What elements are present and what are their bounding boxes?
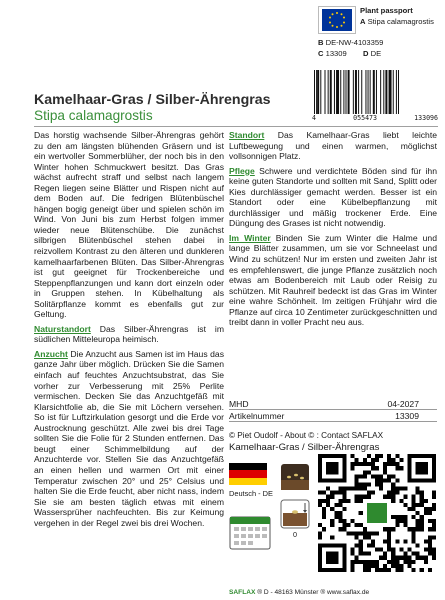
passport-a: A Stipa calamagrostis <box>360 16 434 26</box>
footer-brand: SAFLAX <box>229 589 256 596</box>
passport-cd: C 13309 D DE <box>318 48 382 58</box>
product-info <box>229 397 437 422</box>
naturstandort-heading: Naturstandort <box>34 323 91 334</box>
plant-passport <box>318 6 438 59</box>
standort-section: Standort Das Kamelhaar-Gras liebt leichte Luftbewegung und einen warmen, möglichst vollsonnigen Platz. <box>229 130 437 162</box>
mhd-row: MHD 04-2027 <box>229 397 437 410</box>
winter-heading: Im Winter <box>229 232 271 243</box>
description-left-column <box>34 130 224 570</box>
qr-code[interactable] <box>318 454 436 572</box>
german-flag-icon <box>229 463 267 485</box>
sowing-depth-value: 0 <box>293 530 297 539</box>
product-name-repeat: Kamelhaar-Gras / Silber-Ährengras <box>229 442 380 453</box>
anzucht-section: Anzucht Die Anzucht aus Samen ist im Haus das ganze Jahr über möglich. Drücken Sie die Samen einfach auf feuchtes Anzuchtsubstrat, das Sie vorher zur Verbesserung mit 25% Perlite vermischen. Decken Sie das Anzuchtgefäß mit Klarsichtfolie ab, die Sie mit Löchern versehen. So ist für Luftzirkulation gesorgt und die Erde vor Austrocknung geschützt. Alle zwei bis drei Tage sollten Sie die Folie für 2 Stunden entfernen. Das beugt einer Schimmelbildung auf der Anzuchterde vor. Stellen Sie das Anzuchtgefäß an einen hellen und warmen Ort mit einer Temperatur zwischen 20° und 25° Celsius und halten Sie die Erde feucht, aber nicht nass, indem Sie sie am besten täglich etwas mit einem Wassersprüher nachfeuchten. Bis zur Keimung vergehen in der Regel zwei bis drei Wochen. <box>34 348 224 528</box>
winter-section: Im Winter Binden Sie zum Winter die Halme und lange Blätter zusammen, um sie vor Schneelast und Wind zu schützen! Nur im ersten und zweiten Jahr ist es empfehlenswert, die junge Pflanze zusätzlich noch etwas am Bodenbereich mit Laub oder Reisig zu schützen. Mit Rauhreif bedeckt ist das Gras im Winter eine wahre Schönheit. Im zeitigen Frühjahr wird die Pflanze auf circa 10 Zentimeter zurückgeschnitten und treibt dann in voller Pracht neu aus. <box>229 232 437 328</box>
barcode <box>312 70 438 116</box>
anzucht-heading: Anzucht <box>34 348 68 359</box>
copyright: © Piet Oudolf - About © : Contact SAFLAX <box>229 431 384 440</box>
latin-name: Stipa calamagrostis <box>34 108 153 123</box>
artikel-row: Artikelnummer 13309 <box>229 410 437 423</box>
calendar-icon <box>229 514 271 550</box>
footer: SAFLAX ® D - 48163 Münster ® www.saflax.de <box>229 589 370 596</box>
pflege-heading: Pflege <box>229 165 255 176</box>
description-right-column <box>229 130 437 406</box>
language-label: Deutsch - DE <box>229 489 273 498</box>
standort-heading: Standort <box>229 130 265 140</box>
divider <box>34 126 438 127</box>
naturstandort-section: Naturstandort Das Silber-Ährengras ist im südlichen Mitteleuropa heimisch. <box>34 323 224 345</box>
footer-url[interactable]: www.saflax.de <box>327 589 370 596</box>
passport-title: Plant passport <box>360 6 413 15</box>
barcode-digits: 4 055473 133096 <box>312 114 438 122</box>
intro-text: Das horstig wachsende Silber-Ährengras gehört zu den am längsten blühenden Gräsern und ist ein wertvoller Sommerblüher, der noch bis in den Winter hohen Schmuckwert besitzt. Das Gras wächst aufrecht straff und selbst nach langem Regen liegen seine Blätter und Rispen nicht auf dem Boden auf. Die fedrigen Blütenbüschel hängen bogig geneigt über und spielen schön im Wind. Von Juni bis zum Herbst folgen immer wieder neue Blütenschübe. Die zunächst silbrigen Blütenbüschel stehen dabei in reizvollem Kontrast zu den älteren und dunkleren kamelhaarfarbenen Blüten. Das Silber-Ährengras ist gut geeignet für Trockenbereiche und Steppenpflanzungen und kann dort einzeln oder in Gruppen stehen. In Kübelhaltung als Solitärpflanze kommt es ebenfalls gut zur Geltung. <box>34 130 224 320</box>
passport-b: B DE-NW-4103359 <box>318 38 384 48</box>
pflege-section: Pflege Schwere und verdichtete Böden sind für ihn keine guten Standorte und sollten mit Sand, Splitt oder Kies durchlässiger gemacht werden. Besser ist ein Standort oder eine Kübelbepflanzung mit durchlässiger und mäßig trockener Erde. Eine Düngung des Grases ist nicht notwendig. <box>229 165 437 229</box>
page-title: Kamelhaar-Gras / Silber-Ährengras <box>34 92 271 108</box>
sowing-icon <box>280 463 310 491</box>
sowing-depth-icon <box>280 499 310 529</box>
